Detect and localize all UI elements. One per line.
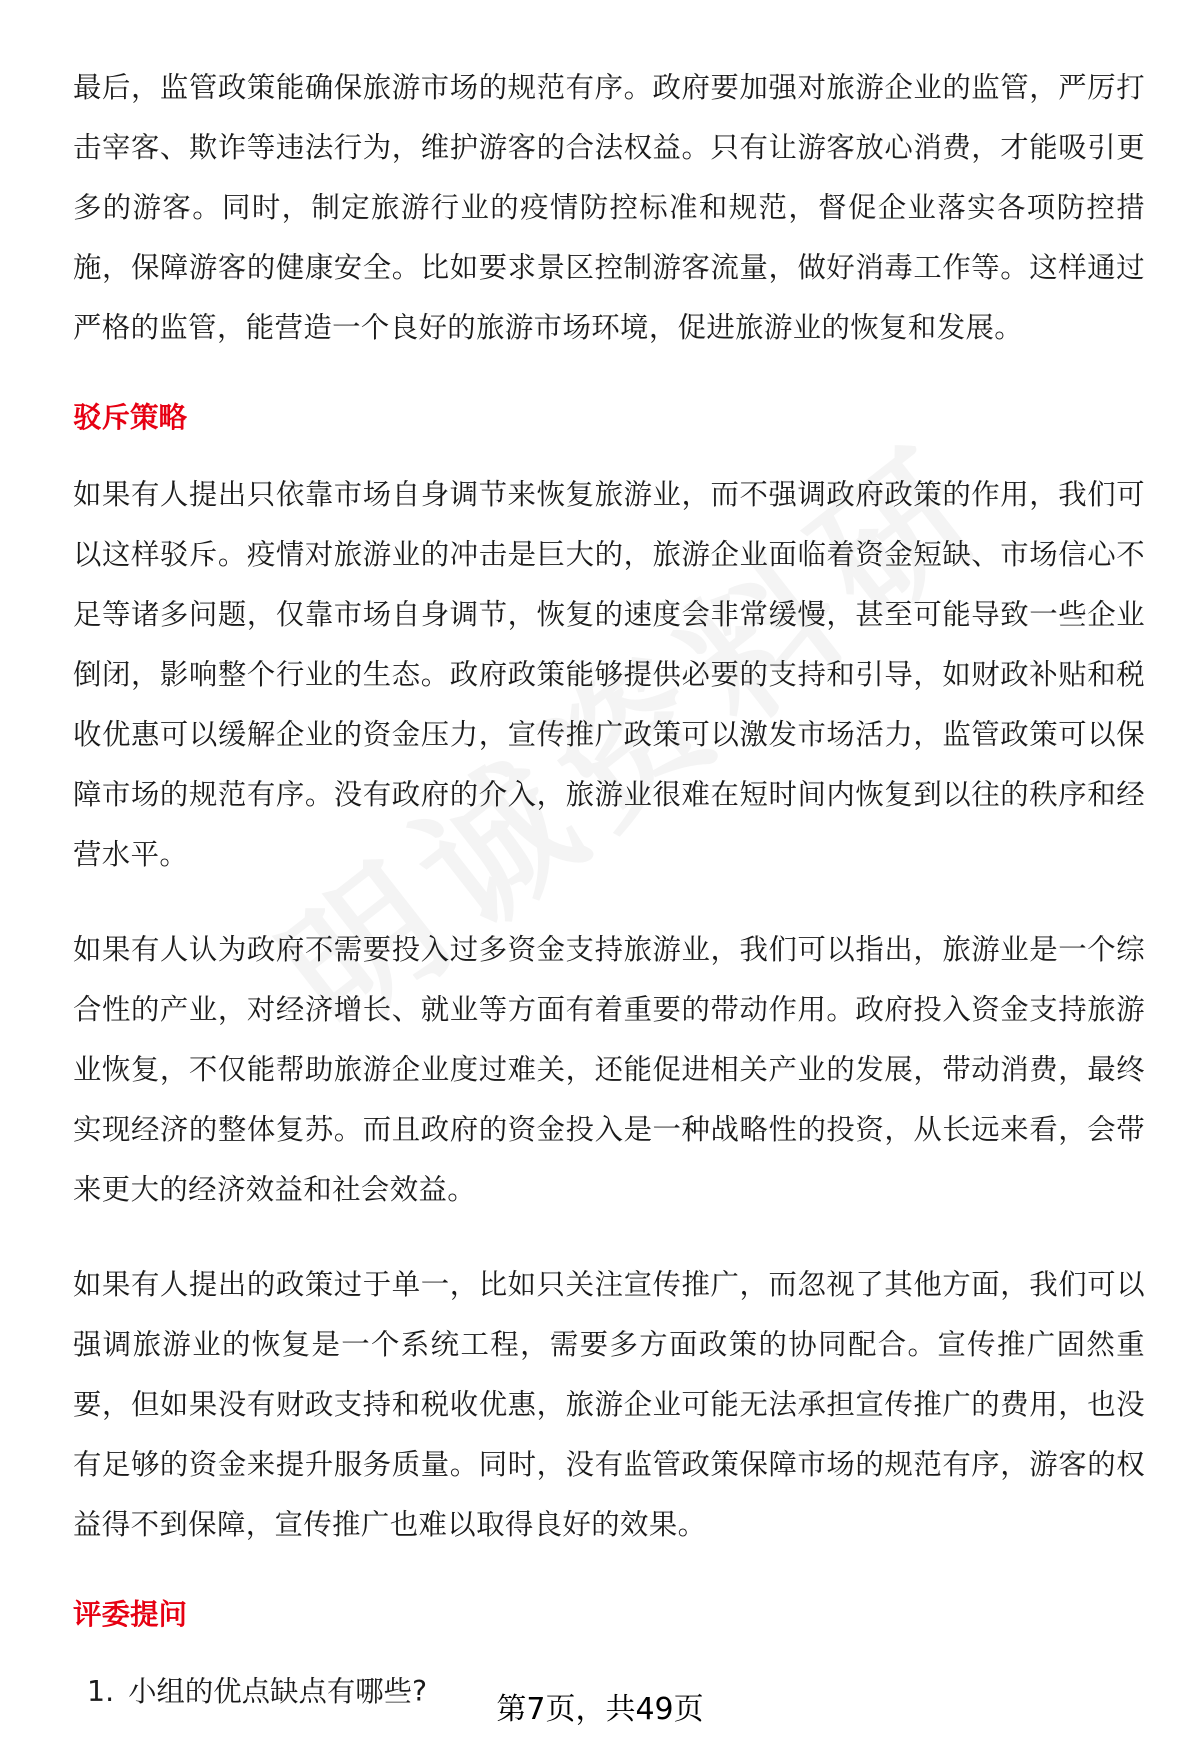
paragraph-regulation: 最后，监管政策能确保旅游市场的规范有序。政府要加强对旅游企业的监管，严厉打击宰客、欺诈等违法行为，维护游客的合法权益。只有让游客放心消费，才能吸引更多的游客。同时，制定旅游行业的疫情防控标准和规范，督促企业落实各项防控措施，保障游客的健康安全。比如要求景区控制游客流量，做好消毒工作等。这样通过严格的监管，能营造一个良好的旅游市场环境，促进旅游业的恢复和发展。 [73,71,1145,344]
page-content [73,58,1145,1722]
page-number: 第7页，共49页 [496,1692,704,1727]
paragraph-rebuttal-1: 如果有人提出只依靠市场自身调节来恢复旅游业，而不强调政府政策的作用，我们可以这样驳斥。疫情对旅游业的冲击是巨大的，旅游企业面临着资金短缺、市场信心不足等诸多问题，仅靠市场自身调节，恢复的速度会非常缓慢，甚至可能导致一些企业倒闭，影响整个行业的生态。政府政策能够提供必要的支持和引导，如财政补贴和税收优惠可以缓解企业的资金压力，宣传推广政策可以激发市场活力，监管政策可以保障市场的规范有序。没有政府的介入，旅游业很难在短时间内恢复到以往的秩序和经营水平。 [73,478,1145,871]
list-item-text: 小组的优点缺点有哪些? [128,1675,428,1708]
paragraph-rebuttal-2: 如果有人认为政府不需要投入过多资金支持旅游业，我们可以指出，旅游业是一个综合性的产业，对经济增长、就业等方面有着重要的带动作用。政府投入资金支持旅游业恢复，不仅能帮助旅游企业度过难关，还能促进相关产业的发展，带动消费，最终实现经济的整体复苏。而且政府的资金投入是一种战略性的投资，从长远来看，会带来更大的经济效益和社会效益。 [73,933,1145,1206]
section-heading-judges: 评委提问 [73,1598,188,1631]
list-item-number: 1. [87,1675,115,1708]
paragraph-rebuttal-3: 如果有人提出的政策过于单一，比如只关注宣传推广，而忽视了其他方面，我们可以强调旅游业的恢复是一个系统工程，需要多方面政策的协同配合。宣传推广固然重要，但如果没有财政支持和税收优惠，旅游企业可能无法承担宣传推广的费用，也没有足够的资金来提升服务质量。同时，没有监管政策保障市场的规范有序，游客的权益得不到保障，宣传推广也难以取得良好的效果。 [73,1268,1145,1541]
section-heading-rebuttal: 驳斥策略 [73,401,188,434]
